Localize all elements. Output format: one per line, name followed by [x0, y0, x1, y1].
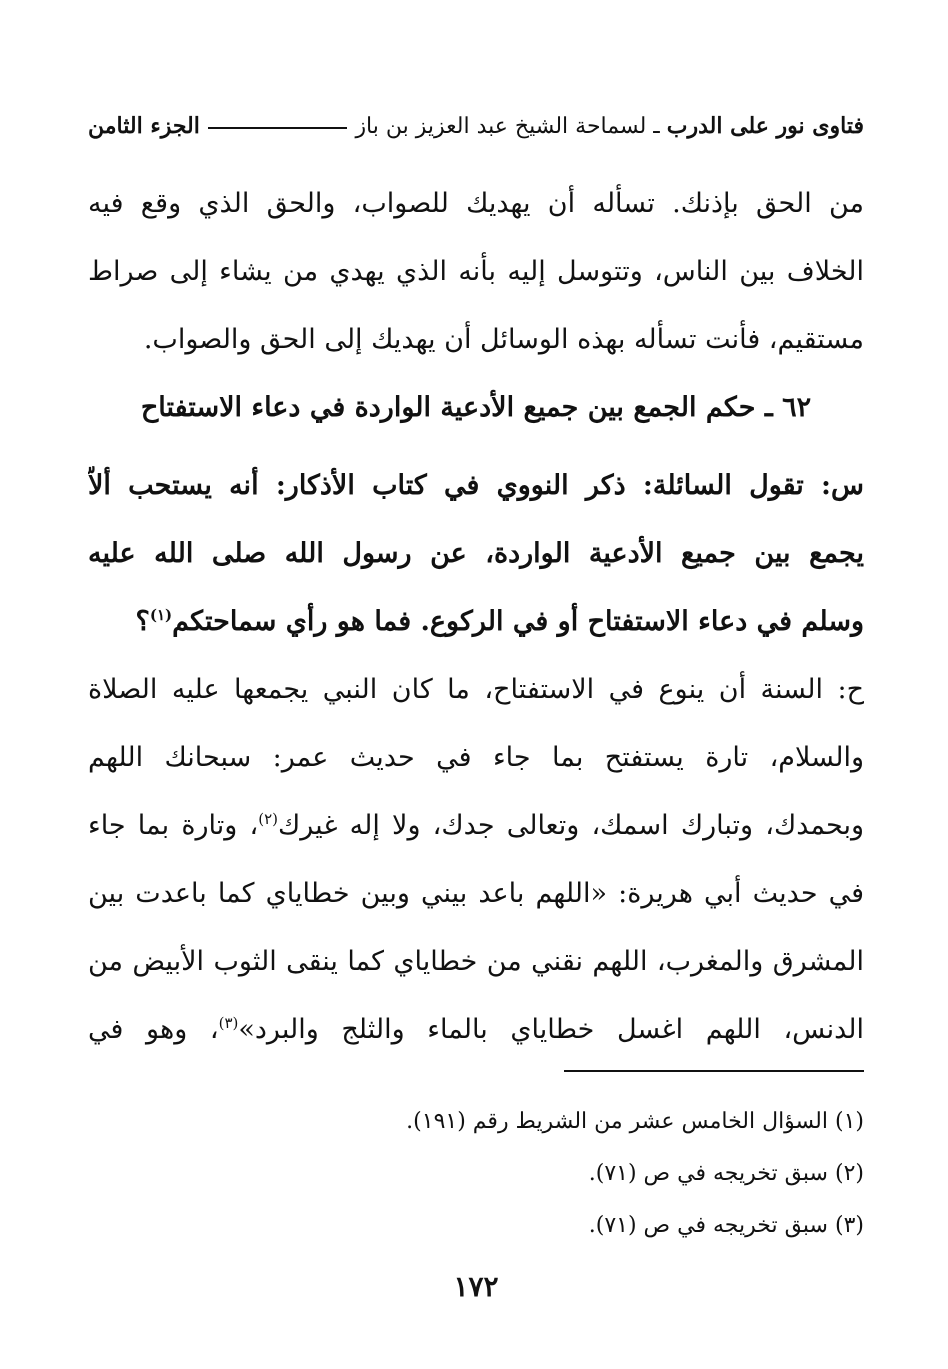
page-number: ١٧٢	[453, 1270, 499, 1303]
footnote-item: (٣) سبق تخريجه في ص (٧١).	[588, 1213, 864, 1238]
answer-text: وبحمدك، وتبارك اسمك، وتعالى جدك، ولا إله غيرك	[278, 810, 864, 841]
header-author: لسماحة الشيخ عبد العزيز بن باز	[355, 113, 647, 139]
footnote-item: (١) السؤال الخامس عشر من الشريط رقم (١٩١).	[406, 1109, 864, 1134]
footnote-item: (٢) سبق تخريجه في ص (٧١).	[588, 1161, 864, 1186]
question-paragraph	[88, 452, 864, 656]
answer-line-6	[88, 996, 864, 1064]
answer-line: والسلام، تارة يستفتح بما جاء في حديث عمر: سبحانك اللهم	[88, 742, 864, 773]
header-rule	[208, 123, 348, 129]
question-last-line	[88, 588, 864, 656]
question-line: وسلم في دعاء الاستفتاح أو في الركوع. فما هو رأي سماحتكم	[172, 606, 864, 637]
answer-text: الدنس، اللهم اغسل خطاياي بالماء والثلج والبرد»	[238, 1014, 864, 1045]
intro-line: من الحق بإذنك. تسأله أن يهديك للصواب، والحق الذي وقع فيه	[88, 188, 864, 219]
footnote-ref-3: (٣)	[218, 1014, 239, 1032]
answer-line-3	[88, 792, 864, 860]
part-label: الجزء الثامن	[88, 113, 200, 139]
header-separator: ـ	[653, 113, 660, 139]
book-title: فتاوى نور على الدرب	[666, 112, 864, 139]
intro-paragraph	[88, 170, 864, 374]
answer-line: في حديث أبي هريرة: «اللهم باعد بيني وبين خطاياي كما باعدت بين	[88, 878, 864, 909]
answer-text: ، وهو في	[88, 1014, 219, 1045]
footnote-divider	[564, 1070, 864, 1072]
intro-line: الخلاف بين الناس، وتتوسل إليه بأنه الذي يهدي من يشاء إلى صراط	[88, 256, 864, 287]
question-line: س: تقول السائلة: ذكر النووي في كتاب الأذكار: أنه يستحب ألاّ	[88, 470, 864, 501]
question-line: يجمع بين جميع الأدعية الواردة، عن رسول الله صلى الله عليه	[88, 538, 864, 569]
answer-line: ح: السنة أن ينوع في الاستفتاح، ما كان النبي يجمعها عليه الصلاة	[88, 674, 864, 705]
answer-line: المشرق والمغرب، اللهم نقني من خطاياي كما ينقى الثوب الأبيض من	[88, 946, 864, 977]
header-book-info	[355, 108, 864, 145]
question-end-mark: ؟	[135, 606, 150, 637]
answer-text: ، وتارة بما جاء	[88, 810, 259, 841]
section-heading: ٦٢ ـ حكم الجمع بين جميع الأدعية الواردة في دعاء الاستفتاح	[140, 392, 812, 423]
running-header	[88, 108, 864, 144]
answer-paragraph	[88, 656, 864, 1064]
intro-line: مستقيم، فأنت تسأله بهذه الوسائل أن يهديك إلى الحق والصواب.	[143, 324, 864, 355]
footnote-ref-1: (١)	[149, 606, 173, 624]
footnote-ref-2: (٢)	[258, 810, 279, 828]
document-page	[88, 0, 864, 1369]
footnotes	[88, 1096, 864, 1252]
